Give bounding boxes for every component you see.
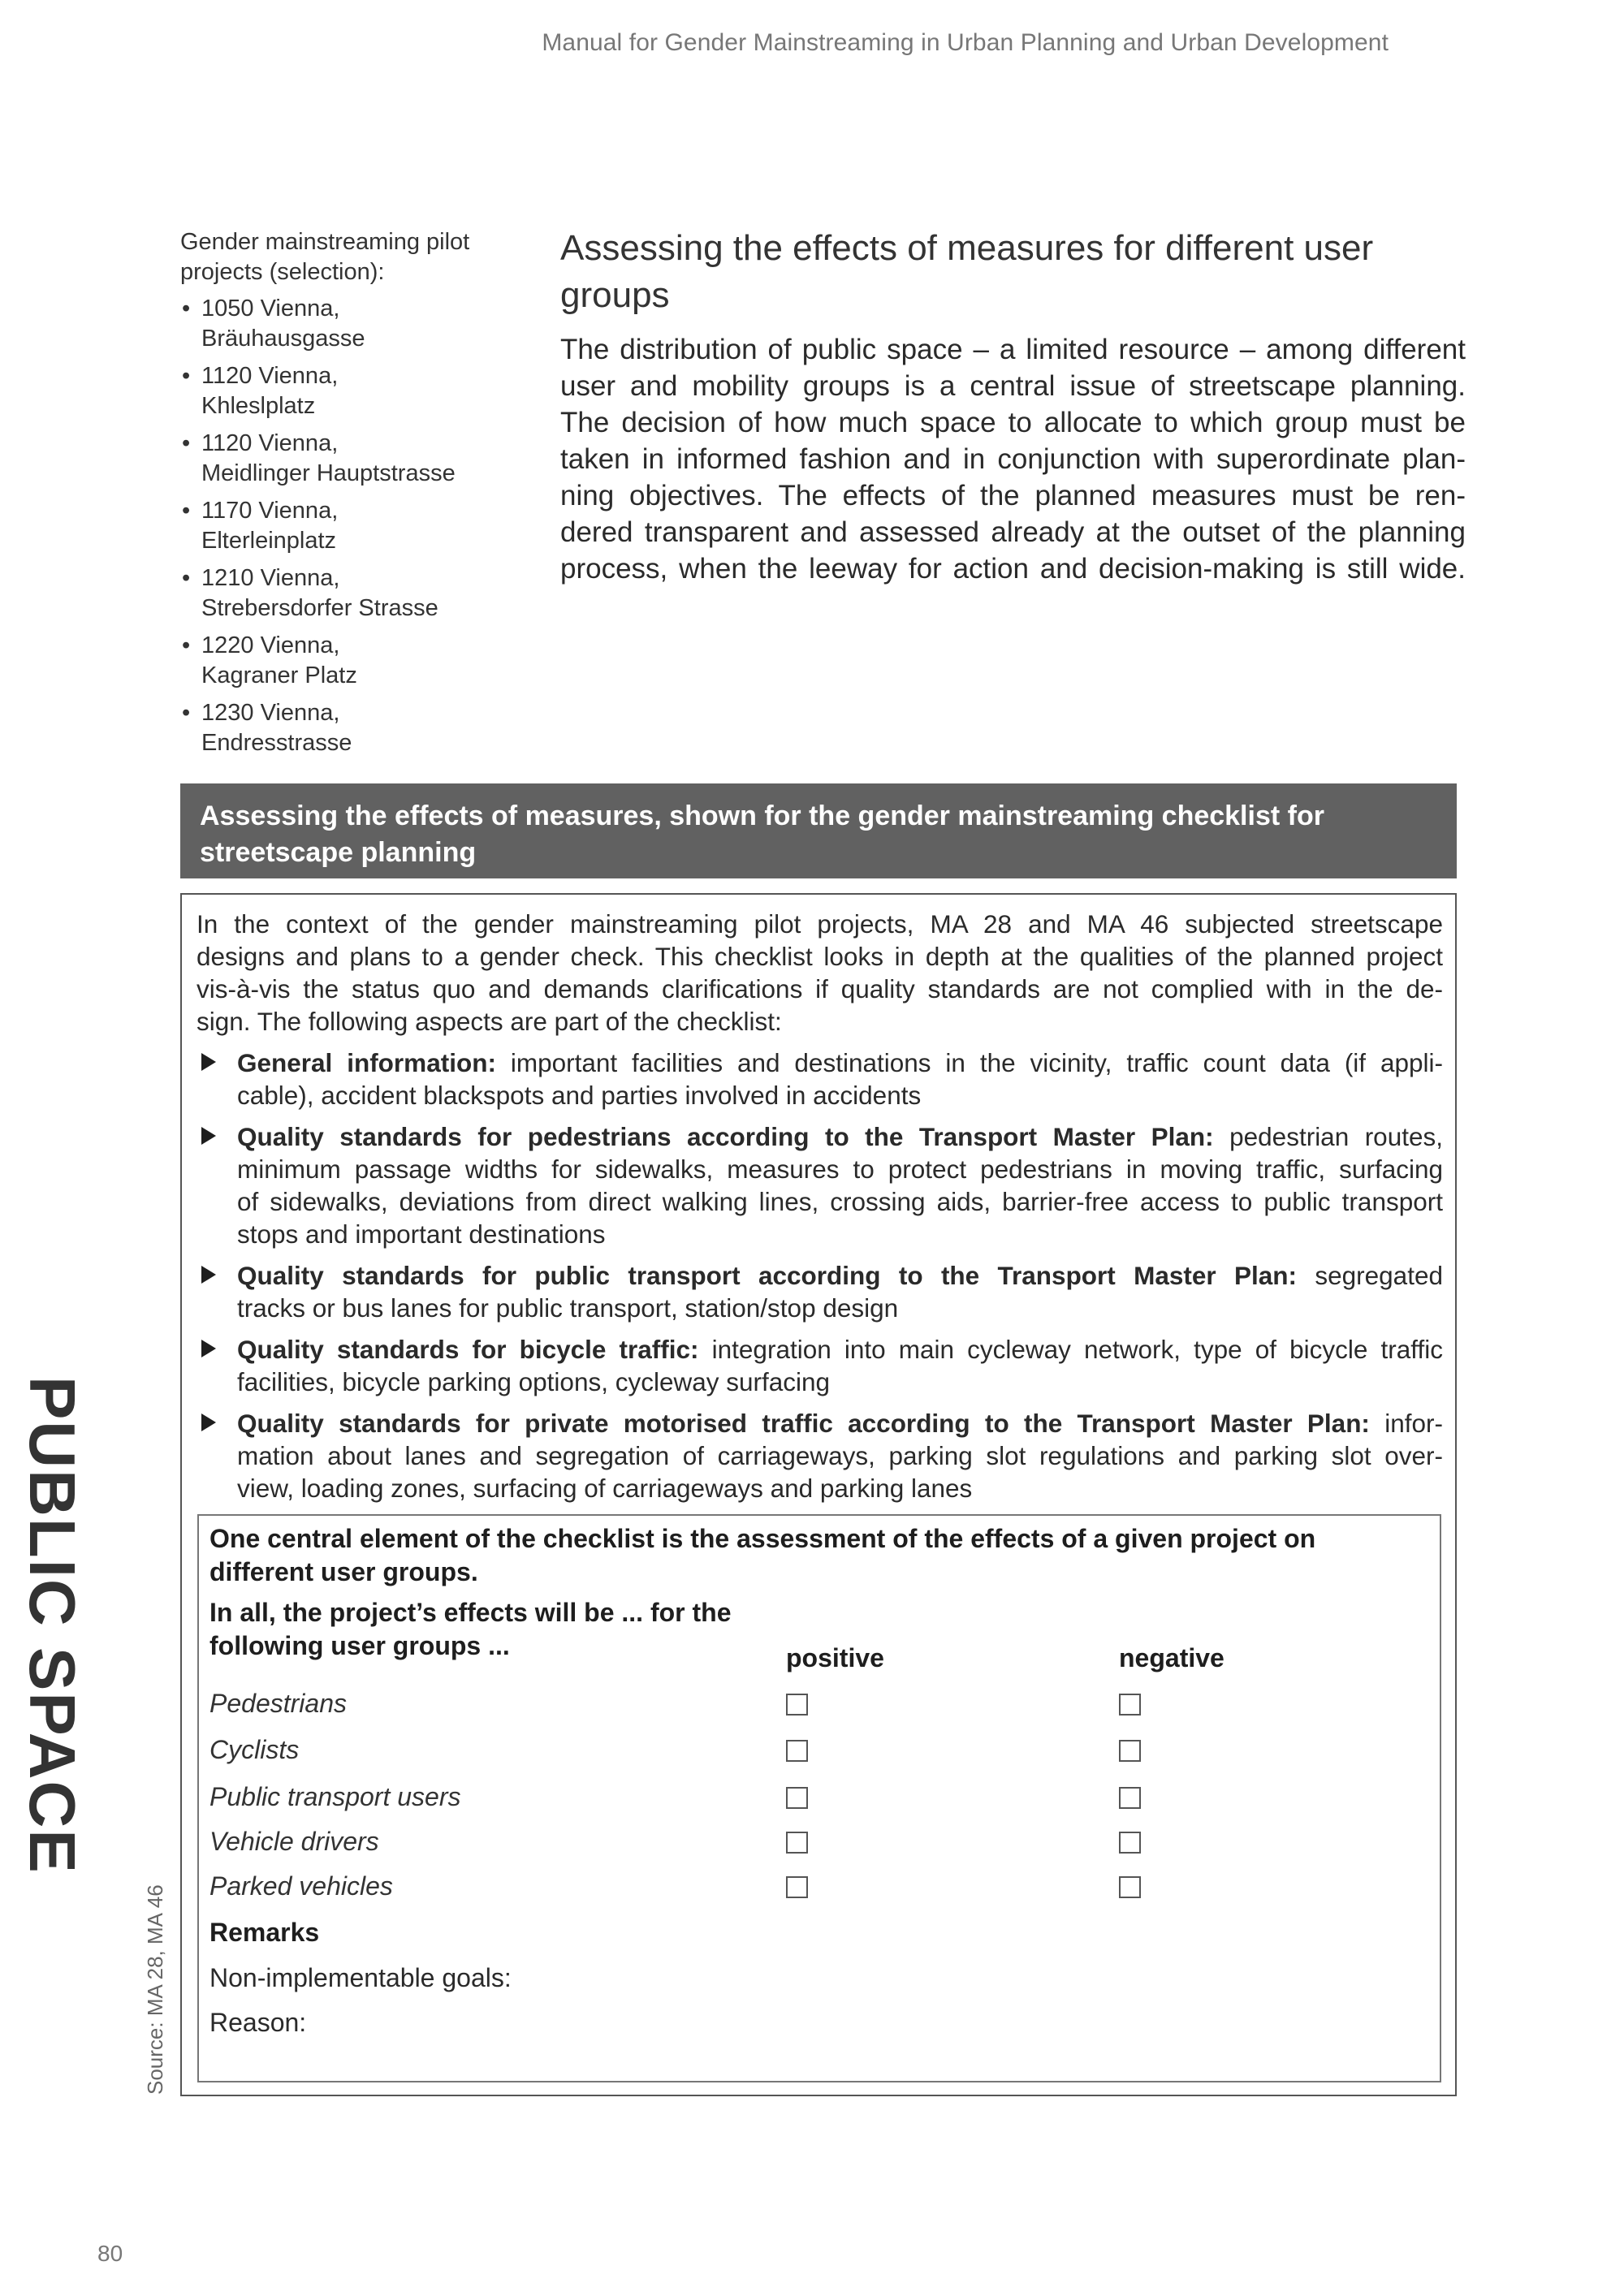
user-group-label: Vehicle drivers [209, 1827, 379, 1856]
arrow-bullet-icon [201, 1266, 216, 1284]
project-district: • 1170 Vienna, [201, 498, 339, 524]
list-item [180, 361, 521, 421]
project-place: Khleslplatz [201, 393, 316, 419]
negative-checkbox[interactable] [1119, 1787, 1141, 1809]
aspect-title: Quality standards for bicycle traffic: [237, 1335, 699, 1364]
assessment-question [209, 1596, 778, 1663]
banner-line: streetscape planning [200, 837, 477, 868]
arrow-bullet-icon [201, 1413, 216, 1431]
user-group-label: Pedestrians [209, 1689, 347, 1718]
user-group-label: Parked vehicles [209, 1871, 393, 1901]
section-heading [560, 225, 1478, 319]
aspect-text: cable), accident blackspots and parties involved in accidents [237, 1081, 922, 1110]
question-line: following user groups ... [209, 1631, 510, 1660]
non-implementable-goals-label: Non-implementable goals: [209, 1963, 512, 1992]
list-item [180, 563, 521, 624]
paragraph-line: user and mobility groups is a central issue of streetscape planning. [560, 370, 1466, 402]
banner-line: Assessing the effects of measures, shown for the gender mainstreaming checklist for [200, 801, 1324, 831]
checklist-aspect [197, 1333, 1443, 1398]
pilot-projects-sidebar [180, 227, 521, 766]
project-place: Strebersdorfer Strasse [201, 595, 438, 621]
aspect-text: segregated [1297, 1261, 1443, 1290]
negative-checkbox[interactable] [1119, 1740, 1141, 1762]
running-header: Manual for Gender Mainstreaming in Urban Planning and Urban Development [542, 29, 1389, 56]
box-intro-line: designs and plans to a gender check. This checklist looks in depth at the qualities of the planned project [197, 942, 1443, 971]
project-district: • 1220 Vienna, [201, 632, 340, 658]
positive-checkbox[interactable] [786, 1876, 808, 1898]
checklist-description [197, 908, 1443, 1504]
reason-label: Reason: [209, 2008, 307, 2037]
list-item [180, 698, 521, 758]
aspect-text: tracks or bus lanes for public transport, station/stop design [237, 1293, 899, 1323]
negative-checkbox[interactable] [1119, 1694, 1141, 1716]
box-intro-line: sign. The following aspects are part of the checklist: [197, 1007, 782, 1036]
positive-checkbox[interactable] [786, 1832, 808, 1854]
intro-line: Gender mainstreaming pilot [180, 229, 470, 255]
list-item [180, 429, 521, 489]
column-header-positive: positive [786, 1643, 884, 1672]
checklist-aspect [197, 1407, 1443, 1504]
project-place: Endresstrasse [201, 730, 352, 756]
question-line: In all, the project’s effects will be ... for the [209, 1598, 732, 1627]
project-place: Bräuhausgasse [201, 326, 365, 352]
intro-line: projects (selection): [180, 259, 385, 285]
user-group-label: Public transport users [209, 1782, 461, 1811]
column-header-negative: negative [1119, 1643, 1224, 1672]
project-district: • 1120 Vienna, [201, 430, 339, 456]
assessment-title-line: One central element of the checklist is the assessment of the effects of a given project on [209, 1524, 1316, 1553]
section-side-title: PUBLIC SPACE [16, 1376, 89, 1875]
heading-line: groups [560, 275, 670, 315]
user-group-row [209, 1827, 1427, 1859]
aspect-text: view, loading zones, surfacing of carriageways and parking lanes [237, 1474, 973, 1503]
paragraph-line: process, when the leeway for action and decision-making is still wide. [560, 553, 1466, 585]
negative-checkbox[interactable] [1119, 1876, 1141, 1898]
checklist-aspect [197, 1120, 1443, 1250]
heading-line: Assessing the effects of measures for different user [560, 228, 1374, 268]
project-district: • 1120 Vienna, [201, 363, 339, 389]
positive-checkbox[interactable] [786, 1787, 808, 1809]
aspect-title: Quality standards for public transport according to the Transport Master Plan: [237, 1261, 1298, 1290]
positive-checkbox[interactable] [786, 1740, 808, 1762]
aspect-title: Quality standards for pedestrians according to the Transport Master Plan: [237, 1122, 1214, 1151]
aspect-text: facilities, bicycle parking options, cycleway surfacing [237, 1367, 831, 1396]
user-group-row [209, 1689, 1427, 1721]
page-number: 80 [97, 2241, 123, 2266]
aspect-text: minimum passage widths for sidewalks, measures to protect pedestrians in moving traffic, surfacing [237, 1154, 1443, 1184]
paragraph-line: The distribution of public space – a limited resource – among different [560, 334, 1466, 365]
pilot-projects-intro [180, 227, 521, 287]
project-place: Elterleinplatz [201, 528, 337, 554]
paragraph-line: The decision of how much space to allocate to which group must be [560, 407, 1466, 438]
arrow-bullet-icon [201, 1127, 216, 1145]
arrow-bullet-icon [201, 1053, 216, 1071]
box-intro-line: In the context of the gender mainstreaming pilot projects, MA 28 and MA 46 subjected streetscape [197, 909, 1443, 939]
assessment-title [209, 1522, 1427, 1589]
paragraph-line: taken in informed fashion and in conjunction with superordinate plan- [560, 443, 1466, 475]
remarks-label: Remarks [209, 1918, 320, 1947]
project-district: • 1210 Vienna, [201, 565, 340, 591]
user-group-row [209, 1871, 1427, 1904]
user-group-row [209, 1782, 1427, 1815]
project-place: Kagraner Platz [201, 662, 357, 688]
paragraph-line: dered transparent and assessed already at the outset of the planning [560, 516, 1466, 548]
project-district: • 1050 Vienna, [201, 296, 340, 322]
paragraph-line: ning objectives. The effects of the planned measures must be ren- [560, 480, 1466, 511]
aspect-title: General information: [237, 1048, 496, 1077]
user-group-label: Cyclists [209, 1735, 300, 1764]
project-district: • 1230 Vienna, [201, 700, 340, 726]
aspect-text: important facilities and destinations in the vicinity, traffic count data (if appli- [495, 1048, 1443, 1077]
negative-checkbox[interactable] [1119, 1832, 1141, 1854]
project-place: Meidlinger Hauptstrasse [201, 460, 456, 486]
intro-paragraph [560, 331, 1466, 587]
checklist-aspect [197, 1047, 1443, 1111]
checklist-banner [180, 783, 1457, 878]
positive-checkbox[interactable] [786, 1694, 808, 1716]
checklist-aspect [197, 1259, 1443, 1324]
aspect-text: integration into main cycleway network, type of bicycle traffic [698, 1335, 1443, 1364]
aspect-text: pedestrian routes, [1213, 1122, 1443, 1151]
list-item [180, 496, 521, 556]
aspect-text: of sidewalks, deviations from direct walking lines, crossing aids, barrier-free access to public transport [237, 1187, 1443, 1216]
source-note: Source: MA 28, MA 46 [143, 1884, 167, 2095]
user-group-row [209, 1735, 1427, 1767]
aspect-text: stops and important destinations [237, 1219, 606, 1249]
box-intro-line: vis-à-vis the status quo and demands clarifications if quality standards are not complied with in the de- [197, 974, 1443, 1003]
arrow-bullet-icon [201, 1340, 216, 1357]
list-item [180, 631, 521, 691]
aspect-text: mation about lanes and segregation of carriageways, parking slot regulations and parking slot over- [237, 1441, 1443, 1470]
aspect-text: infor- [1369, 1409, 1443, 1438]
list-item [180, 294, 521, 354]
aspect-title: Quality standards for private motorised traffic according to the Transport Master Plan: [237, 1409, 1370, 1438]
pilot-projects-list [180, 294, 521, 758]
assessment-title-line: different user groups. [209, 1557, 478, 1586]
